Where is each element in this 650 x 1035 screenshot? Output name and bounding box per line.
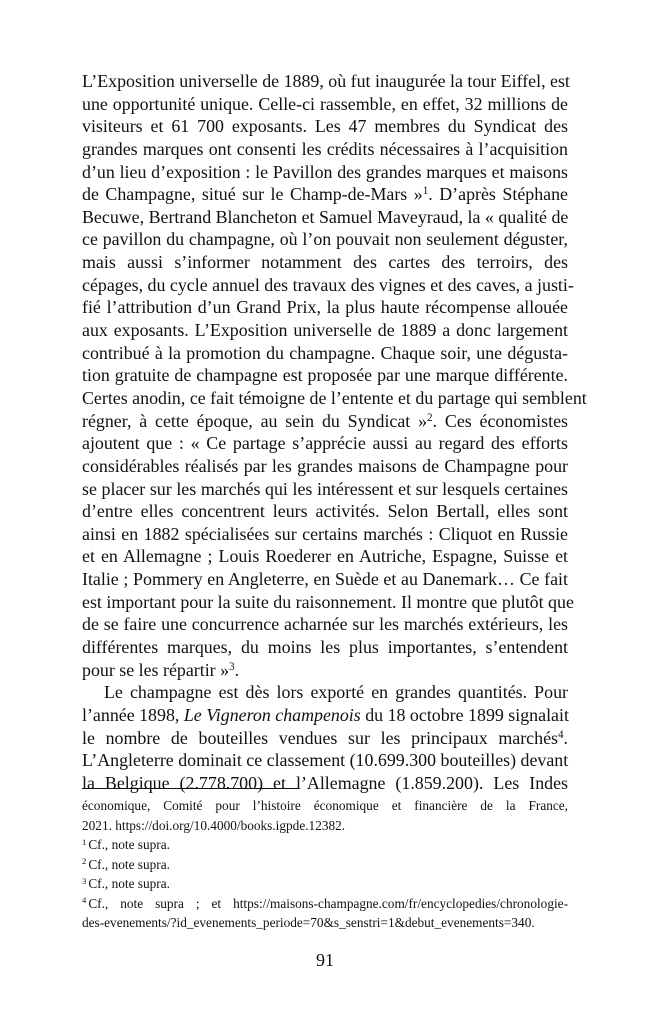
line-text: Certes anodin, ce fait témoigne de l’entente et du partage qui semblent [82,387,587,408]
line-text: cépages, du cycle annuel des travaux des vignes et des caves, a justi- [82,274,574,295]
text-line [82,161,568,184]
line-text-after: . [563,727,568,748]
line-text: d’un lieu d’exposition : le Pavillon des grandes marques et maisons [82,161,568,182]
line-text: considérables réalisés par les grandes maisons de Champagne pour [82,455,568,476]
line-text: et en Allemagne ; Louis Roederer en Autriche, Espagne, Suisse et [82,546,568,567]
text-line [82,591,574,614]
footnote-line [82,835,568,855]
line-text: d’entre elles concentrent leurs activités. Selon Bertall, elles sont [82,501,568,522]
footnote-text: des-evenements/?id_evenements_periode=70&s_senstri=1&debut_evenements=340. [82,915,535,930]
footnote-text: Cf., note supra. [88,876,170,891]
footnote-text: Cf., note supra ; et https://maisons-champagne.com/fr/encyclopedies/chronologie- [88,895,568,911]
footnote-separator [82,788,298,789]
text-line [82,636,568,659]
line-text: de se faire une concurrence acharnée sur les marchés extérieurs, les [82,614,568,635]
text-line [82,342,568,365]
text-line [82,296,568,319]
line-text: Le champagne est dès lors exporté en grandes quantités. Pour [104,682,568,703]
text-line [82,93,568,116]
text-line [82,70,568,93]
text-line [82,206,568,229]
line-text: l’année 1898, [82,704,184,725]
footnote-line [82,913,568,933]
line-text: contribué à la promotion du champagne. Chaque soir, une dégusta- [82,342,568,363]
line-text-after: . D’après Stéphane [428,184,568,205]
text-line [82,387,587,410]
text-line [82,568,568,591]
footnote-line [82,855,568,875]
text-line [82,319,568,342]
text-line [82,749,568,772]
line-text: régner, à cette époque, au sein du Syndicat » [82,410,428,431]
footnote-ref: 4 [557,728,564,741]
text-line [82,772,568,795]
text-line [82,115,568,138]
text-line [82,364,568,387]
line-text: ce pavillon du champagne, où l’on pouvait non seulement déguster, [82,229,568,250]
footnote-text: Cf., note supra. [88,856,170,872]
footnote-number: 1 [82,836,87,847]
footnote-line [82,874,568,894]
text-line [82,523,568,546]
text-line [82,500,568,523]
line-text: ajoutent que : « Ce partage s’apprécie aussi au regard des efforts [82,433,568,454]
line-text: fié l’attribution d’un Grand Prix, la plus haute récompense allouée [82,297,568,318]
main-text [82,70,587,795]
line-text: Becuwe, Bertrand Blancheton et Samuel Maveyraud, la « qualité de [82,206,569,227]
footnote-ref: 3 [229,660,235,673]
text-line [82,545,568,568]
line-text: se placer sur les marchés qui les intéressent et sur lesquels certaines [82,478,568,499]
line-text: est important pour la suite du raisonnement. Il montre que plutôt que [82,591,574,612]
line-text: la Belgique (2.778.700) et l’Allemagne (1.859.200). Les Indes [82,772,568,793]
text-line [82,704,568,727]
footnote-text: 2021. https://doi.org/10.4000/books.igpde.12382. [82,817,346,833]
text-line [82,183,568,206]
footnote-number: 4 [82,895,87,906]
line-text: L’Exposition universelle de 1889, où fut inaugurée la tour Eiffel, est [82,71,570,91]
footnotes [82,796,568,933]
text-line [82,274,574,297]
line-text-after: . [234,659,240,680]
line-text: ainsi en 1882 spécialisées sur certains marchés : Cliquot en Russie [82,523,568,544]
page-number: 91 [316,950,334,970]
text-line [82,681,568,704]
line-text: de Champagne, situé sur le Champ-de-Mars » [82,184,423,205]
text-line [82,613,568,636]
footnote-line [82,796,568,816]
text-line [82,659,568,682]
text-line [82,727,568,750]
text-line [82,478,568,501]
line-text: visiteurs et 61 700 exposants. Les 47 membres du Syndicat des [82,116,568,137]
text-line [82,228,568,251]
line-text: pour se les répartir » [82,659,230,680]
line-text: Italie ; Pommery en Angleterre, en Suède et au Danemark… Ce fait [82,569,568,590]
line-text: tion gratuite de champagne est proposée par une marque différente. [82,365,568,386]
text-line [82,455,568,478]
footnote-ref: 1 [422,185,429,198]
footnote-text: économique, Comité pour l’histoire économique et financière de la France, [82,798,568,813]
text-line [82,251,568,274]
line-text: le nombre de bouteilles vendues sur les principaux marchés [82,727,558,748]
line-text: L’Angleterre dominait ce classement (10.699.300 bouteilles) devant [82,750,569,771]
footnote-number: 2 [82,856,87,867]
footnote-line [82,894,568,914]
footnote-ref: 2 [427,411,433,424]
italic-title: Le Vigneron champenois [183,704,361,725]
line-text: une opportunité unique. Celle-ci rassemble, en effet, 32 millions de [82,93,568,114]
line-text-after: . Ces économistes [432,410,568,431]
footnote-number: 3 [82,875,87,886]
text-line [82,410,568,433]
line-text: aux exposants. L’Exposition universelle de 1889 a donc largement [82,320,568,341]
footnote-line [82,816,568,836]
footnote-text: Cf., note supra. [88,837,170,852]
line-text: grandes marques ont consenti les crédits nécessaires à l’acquisition [82,138,568,159]
text-line [82,432,568,455]
line-text-after: du 18 octobre 1899 signalait [360,704,569,725]
text-line [82,138,568,161]
line-text: mais aussi s’informer notamment des cartes des terroirs, des [82,252,568,273]
line-text: différentes marques, du moins les plus importantes, s’entendent [82,637,568,658]
